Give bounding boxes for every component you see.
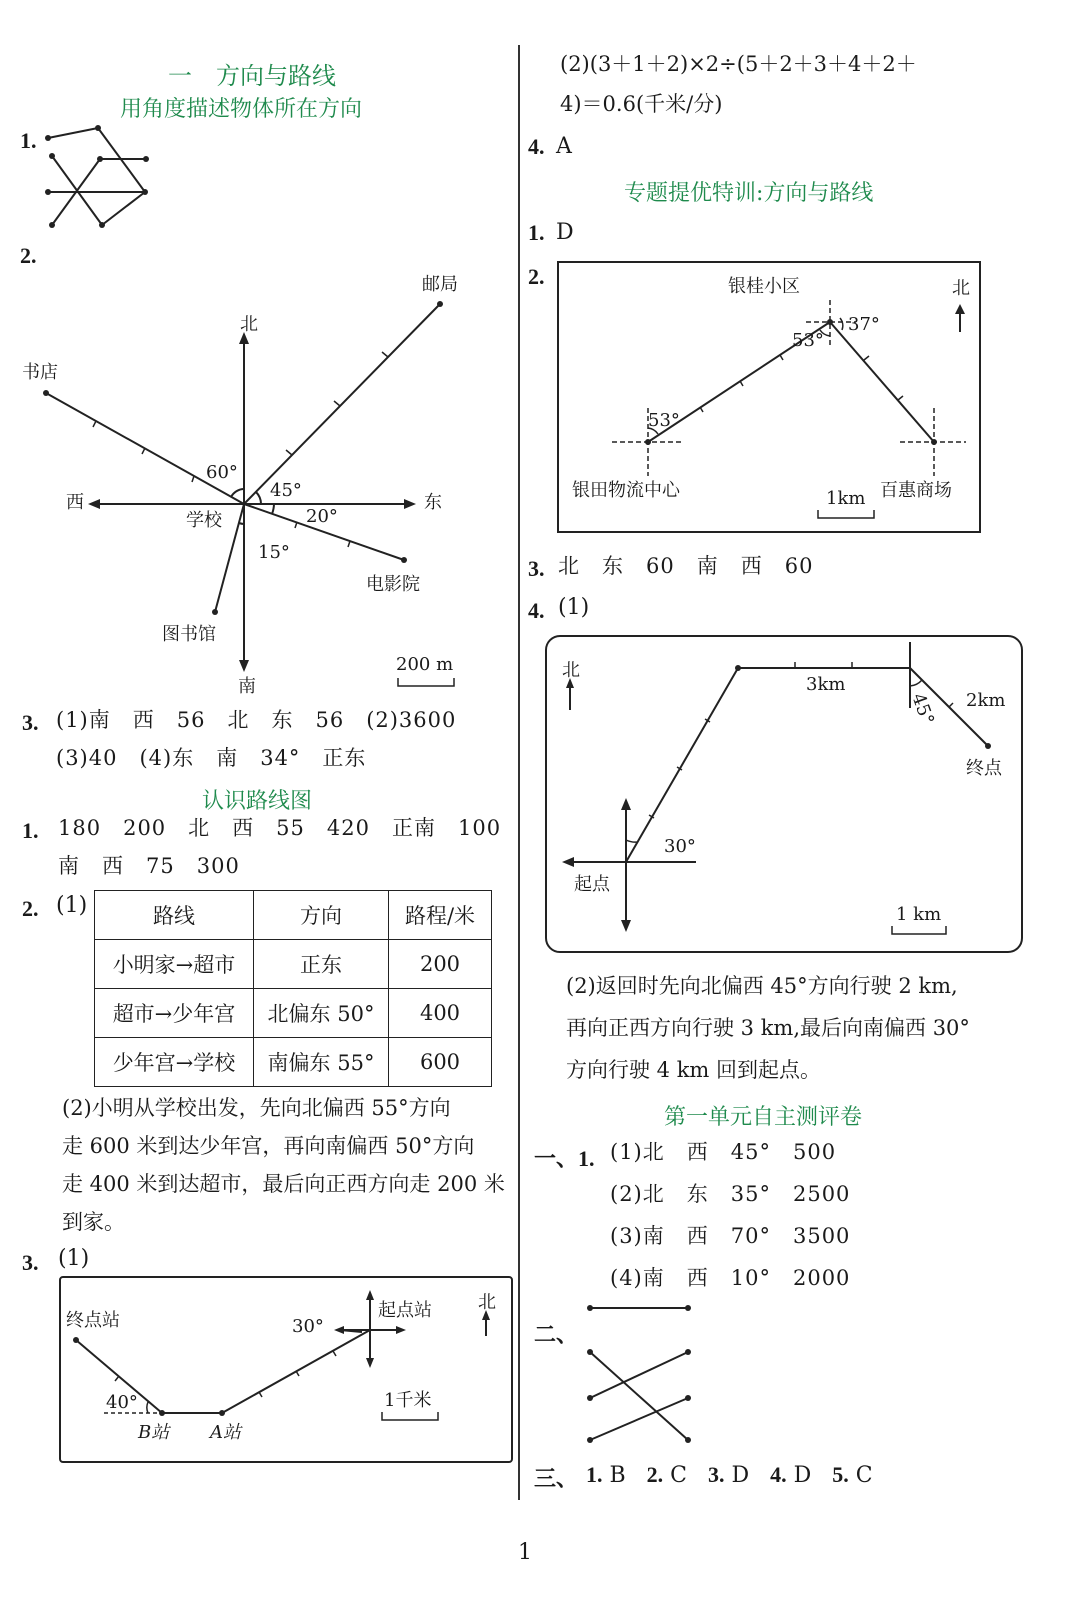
part-label: (1) bbox=[558, 595, 590, 620]
angle-label: 30° bbox=[292, 1316, 324, 1337]
north-label: 北 bbox=[952, 278, 970, 299]
scale-label: 1km bbox=[826, 488, 866, 509]
b-station-label: B站 bbox=[138, 1422, 170, 1443]
table-header: 路线 bbox=[95, 891, 254, 940]
table-cell: 少年宫→学校 bbox=[95, 1038, 254, 1087]
table-header: 路程/米 bbox=[389, 891, 492, 940]
answer-text: 再向正西方向行驶 3 km,最后向南偏西 30° bbox=[566, 1016, 970, 1040]
question-number: 4. bbox=[528, 134, 545, 159]
answer-text: (2)小明从学校出发，先向北偏西 55°方向 bbox=[62, 1096, 451, 1120]
school-label: 学校 bbox=[186, 510, 222, 531]
table-cell: 小明家→超市 bbox=[95, 940, 254, 989]
question-number: 2. bbox=[528, 264, 545, 289]
distance-label: 2km bbox=[966, 690, 1006, 711]
answer-text: 南 西 75 300 bbox=[58, 854, 240, 878]
answer-text: 走 400 米到达超市，最后向正西方向走 200 米 bbox=[62, 1172, 505, 1196]
question-number: 3. bbox=[22, 1250, 39, 1275]
library-label: 图书馆 bbox=[162, 624, 216, 645]
subsection-title: 认识路线图 bbox=[202, 789, 313, 814]
table-cell: 400 bbox=[389, 989, 492, 1038]
angle-label: 20° bbox=[306, 506, 338, 527]
answer-text: (3)南 西 70° 3500 bbox=[610, 1224, 851, 1248]
choice-num: 5. bbox=[832, 1462, 849, 1487]
choice-ans: C bbox=[855, 1463, 873, 1488]
north-label: 北 bbox=[562, 660, 580, 681]
a-station-label: A站 bbox=[210, 1422, 241, 1443]
east-label: 东 bbox=[424, 492, 442, 513]
answer-text: A bbox=[556, 134, 572, 159]
answer-text: (2)北 东 35° 2500 bbox=[610, 1182, 851, 1206]
question-number: 2. bbox=[20, 243, 37, 268]
angle-label: 15° bbox=[258, 542, 290, 563]
choice-num: 1. bbox=[586, 1462, 603, 1487]
table-cell: 南偏东 55° bbox=[254, 1038, 389, 1087]
answer-text: (3)40 (4)东 南 34° 正东 bbox=[56, 746, 367, 770]
scale-label: 200 m bbox=[396, 654, 454, 675]
north-label: 北 bbox=[240, 314, 258, 335]
answer-text: 180 200 北 西 55 420 正南 100 bbox=[58, 816, 502, 840]
question-number: 3. bbox=[528, 556, 545, 581]
table-cell: 北偏东 50° bbox=[254, 989, 389, 1038]
choice-ans: B bbox=[609, 1463, 626, 1488]
question-number: 4. bbox=[528, 598, 545, 623]
table-header: 方向 bbox=[254, 891, 389, 940]
bookstore-label: 书店 bbox=[22, 362, 58, 383]
question-number: 1. bbox=[528, 220, 545, 245]
answer-text: (1)北 西 45° 500 bbox=[610, 1140, 837, 1164]
question-number: 3. bbox=[22, 710, 39, 735]
question-number: 1. bbox=[20, 128, 37, 153]
choice-answers bbox=[586, 1462, 873, 1488]
choice-ans: D bbox=[793, 1463, 812, 1488]
subsection-title: 用角度描述物体所在方向 bbox=[120, 97, 363, 122]
table-cell: 超市→少年宫 bbox=[95, 989, 254, 1038]
angle-label: 45° bbox=[907, 690, 938, 728]
choice-ans: D bbox=[731, 1463, 750, 1488]
west-label: 西 bbox=[66, 492, 84, 513]
angle-label: 60° bbox=[206, 462, 238, 483]
question-number: 三、 bbox=[534, 1466, 579, 1491]
angle-label: 30° bbox=[664, 836, 696, 857]
choice-num: 2. bbox=[646, 1462, 664, 1487]
south-label: 南 bbox=[238, 676, 256, 697]
answer-text: (4)南 西 10° 2000 bbox=[610, 1266, 851, 1290]
answer-text: D bbox=[556, 220, 574, 245]
angle-label: 40° bbox=[106, 1392, 138, 1413]
scale-label: 1千米 bbox=[384, 1390, 432, 1411]
start-station-label: 起点站 bbox=[378, 1300, 432, 1321]
question-number: 一、1. bbox=[534, 1146, 595, 1171]
answer-text: (1)南 西 56 北 东 56 (2)3600 bbox=[56, 708, 457, 732]
answer-text: 走 600 米到达少年宫，再向南偏西 50°方向 bbox=[62, 1134, 475, 1158]
answer-text: (2)返回时先向北偏西 45°方向行驶 2 km, bbox=[566, 974, 958, 998]
table-cell: 200 bbox=[389, 940, 492, 989]
choice-ans: C bbox=[670, 1463, 687, 1488]
place-label: 银桂小区 bbox=[728, 276, 800, 297]
answer-text: 到家。 bbox=[62, 1210, 125, 1234]
distance-label: 3km bbox=[806, 674, 846, 695]
section-title: 一 方向与路线 bbox=[168, 62, 336, 90]
angle-label: 37° bbox=[848, 314, 880, 335]
post-office-label: 邮局 bbox=[422, 274, 458, 295]
cinema-label: 电影院 bbox=[366, 574, 420, 595]
subsection-title: 第一单元自主测评卷 bbox=[664, 1105, 863, 1130]
answer-text: (2)(3＋1＋2)×2÷(5＋2＋3＋4＋2＋ bbox=[560, 52, 917, 76]
angle-label: 53° bbox=[792, 330, 824, 351]
answer-text: 4)＝0.6(千米/分) bbox=[560, 92, 723, 116]
angle-label: 53° bbox=[648, 410, 680, 431]
question-number: 二、 bbox=[534, 1322, 579, 1347]
north-label: 北 bbox=[478, 1292, 496, 1313]
page-number: 1 bbox=[518, 1540, 532, 1565]
place-label: 银田物流中心 bbox=[572, 480, 680, 501]
end-station-label: 终点站 bbox=[66, 1310, 120, 1331]
choice-num: 3. bbox=[707, 1462, 725, 1487]
start-label: 起点 bbox=[574, 874, 610, 895]
place-label: 百惠商场 bbox=[880, 480, 952, 501]
part-label: (1) bbox=[58, 1246, 90, 1271]
angle-label: 45° bbox=[270, 480, 302, 501]
answer-text: 方向行驶 4 km 回到起点。 bbox=[566, 1058, 822, 1082]
table-cell: 600 bbox=[389, 1038, 492, 1087]
part-label: (1) bbox=[56, 893, 88, 918]
table-cell: 正东 bbox=[254, 940, 389, 989]
subsection-title: 专题提优特训:方向与路线 bbox=[624, 181, 874, 206]
end-label: 终点 bbox=[966, 758, 1002, 779]
scale-label: 1 km bbox=[896, 904, 942, 925]
question-number: 1. bbox=[22, 818, 39, 843]
answer-text: 北 东 60 南 西 60 bbox=[558, 554, 814, 578]
choice-num: 4. bbox=[770, 1462, 787, 1487]
question-number: 2. bbox=[22, 896, 39, 921]
